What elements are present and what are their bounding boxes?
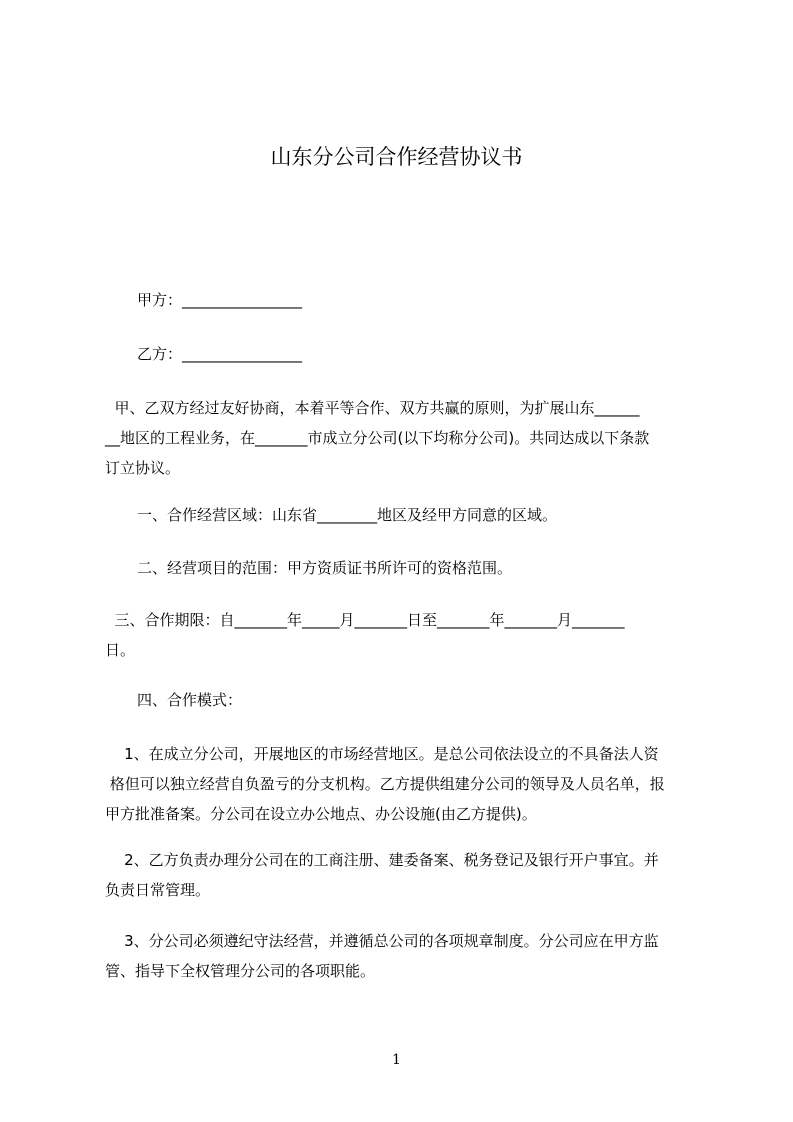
item-1-line: 格但可以独立经营自负盈亏的分支机构。乙方提供组建分公司的领导及人员名单，报	[105, 775, 665, 793]
item-1-line: 甲方批准备案。分公司在设立办公地点、办公设施(由乙方提供)。	[105, 805, 537, 823]
page-number: 1	[392, 1052, 401, 1068]
clause-4-item-3	[105, 926, 705, 986]
item-2-line: 负责日常管理。	[105, 881, 211, 899]
clause-3-line: 日。	[105, 641, 136, 659]
item-3-line: 管、指导下全权管理分公司的各项职能。	[105, 962, 376, 980]
intro-line: 订立协议。	[105, 459, 181, 477]
clause-4-heading: 四、合作模式：	[137, 691, 243, 709]
item-2-line: 2、乙方负责办理分公司在的工商注册、建委备案、税务登记及银行开户事宜。并	[105, 851, 659, 869]
party-b-line: 乙方：________________	[137, 345, 303, 363]
clause-4-item-2	[105, 845, 705, 905]
party-a-line: 甲方：________________	[137, 291, 303, 309]
item-3-line: 3、分公司必须遵纪守法经营，并遵循总公司的各项规章制度。分公司应在甲方监	[105, 932, 659, 950]
clause-2: 二、经营项目的范围：甲方资质证书所许可的资格范围。	[137, 559, 513, 577]
intro-line: __地区的工程业务，在_______市成立分公司(以下均称分公司)。共同达成以下条款	[105, 429, 650, 447]
intro-line: 甲、乙双方经过友好协商，本着平等合作、双方共赢的原则，为扩展山东______	[105, 399, 640, 417]
clause-1: 一、合作经营区域：山东省________地区及经甲方同意的区域。	[137, 506, 558, 524]
intro-paragraph	[105, 393, 705, 483]
clause-3	[105, 605, 705, 665]
item-1-line: 1、在成立分公司，开展地区的市场经营地区。是总公司依法设立的不具备法人资	[105, 745, 659, 763]
clause-3-line: 三、合作期限：自_______年_____月_______日至_______年_______月_______	[105, 611, 625, 629]
document-title: 山东分公司合作经营协议书	[270, 145, 523, 169]
clause-4-item-1	[105, 739, 705, 829]
